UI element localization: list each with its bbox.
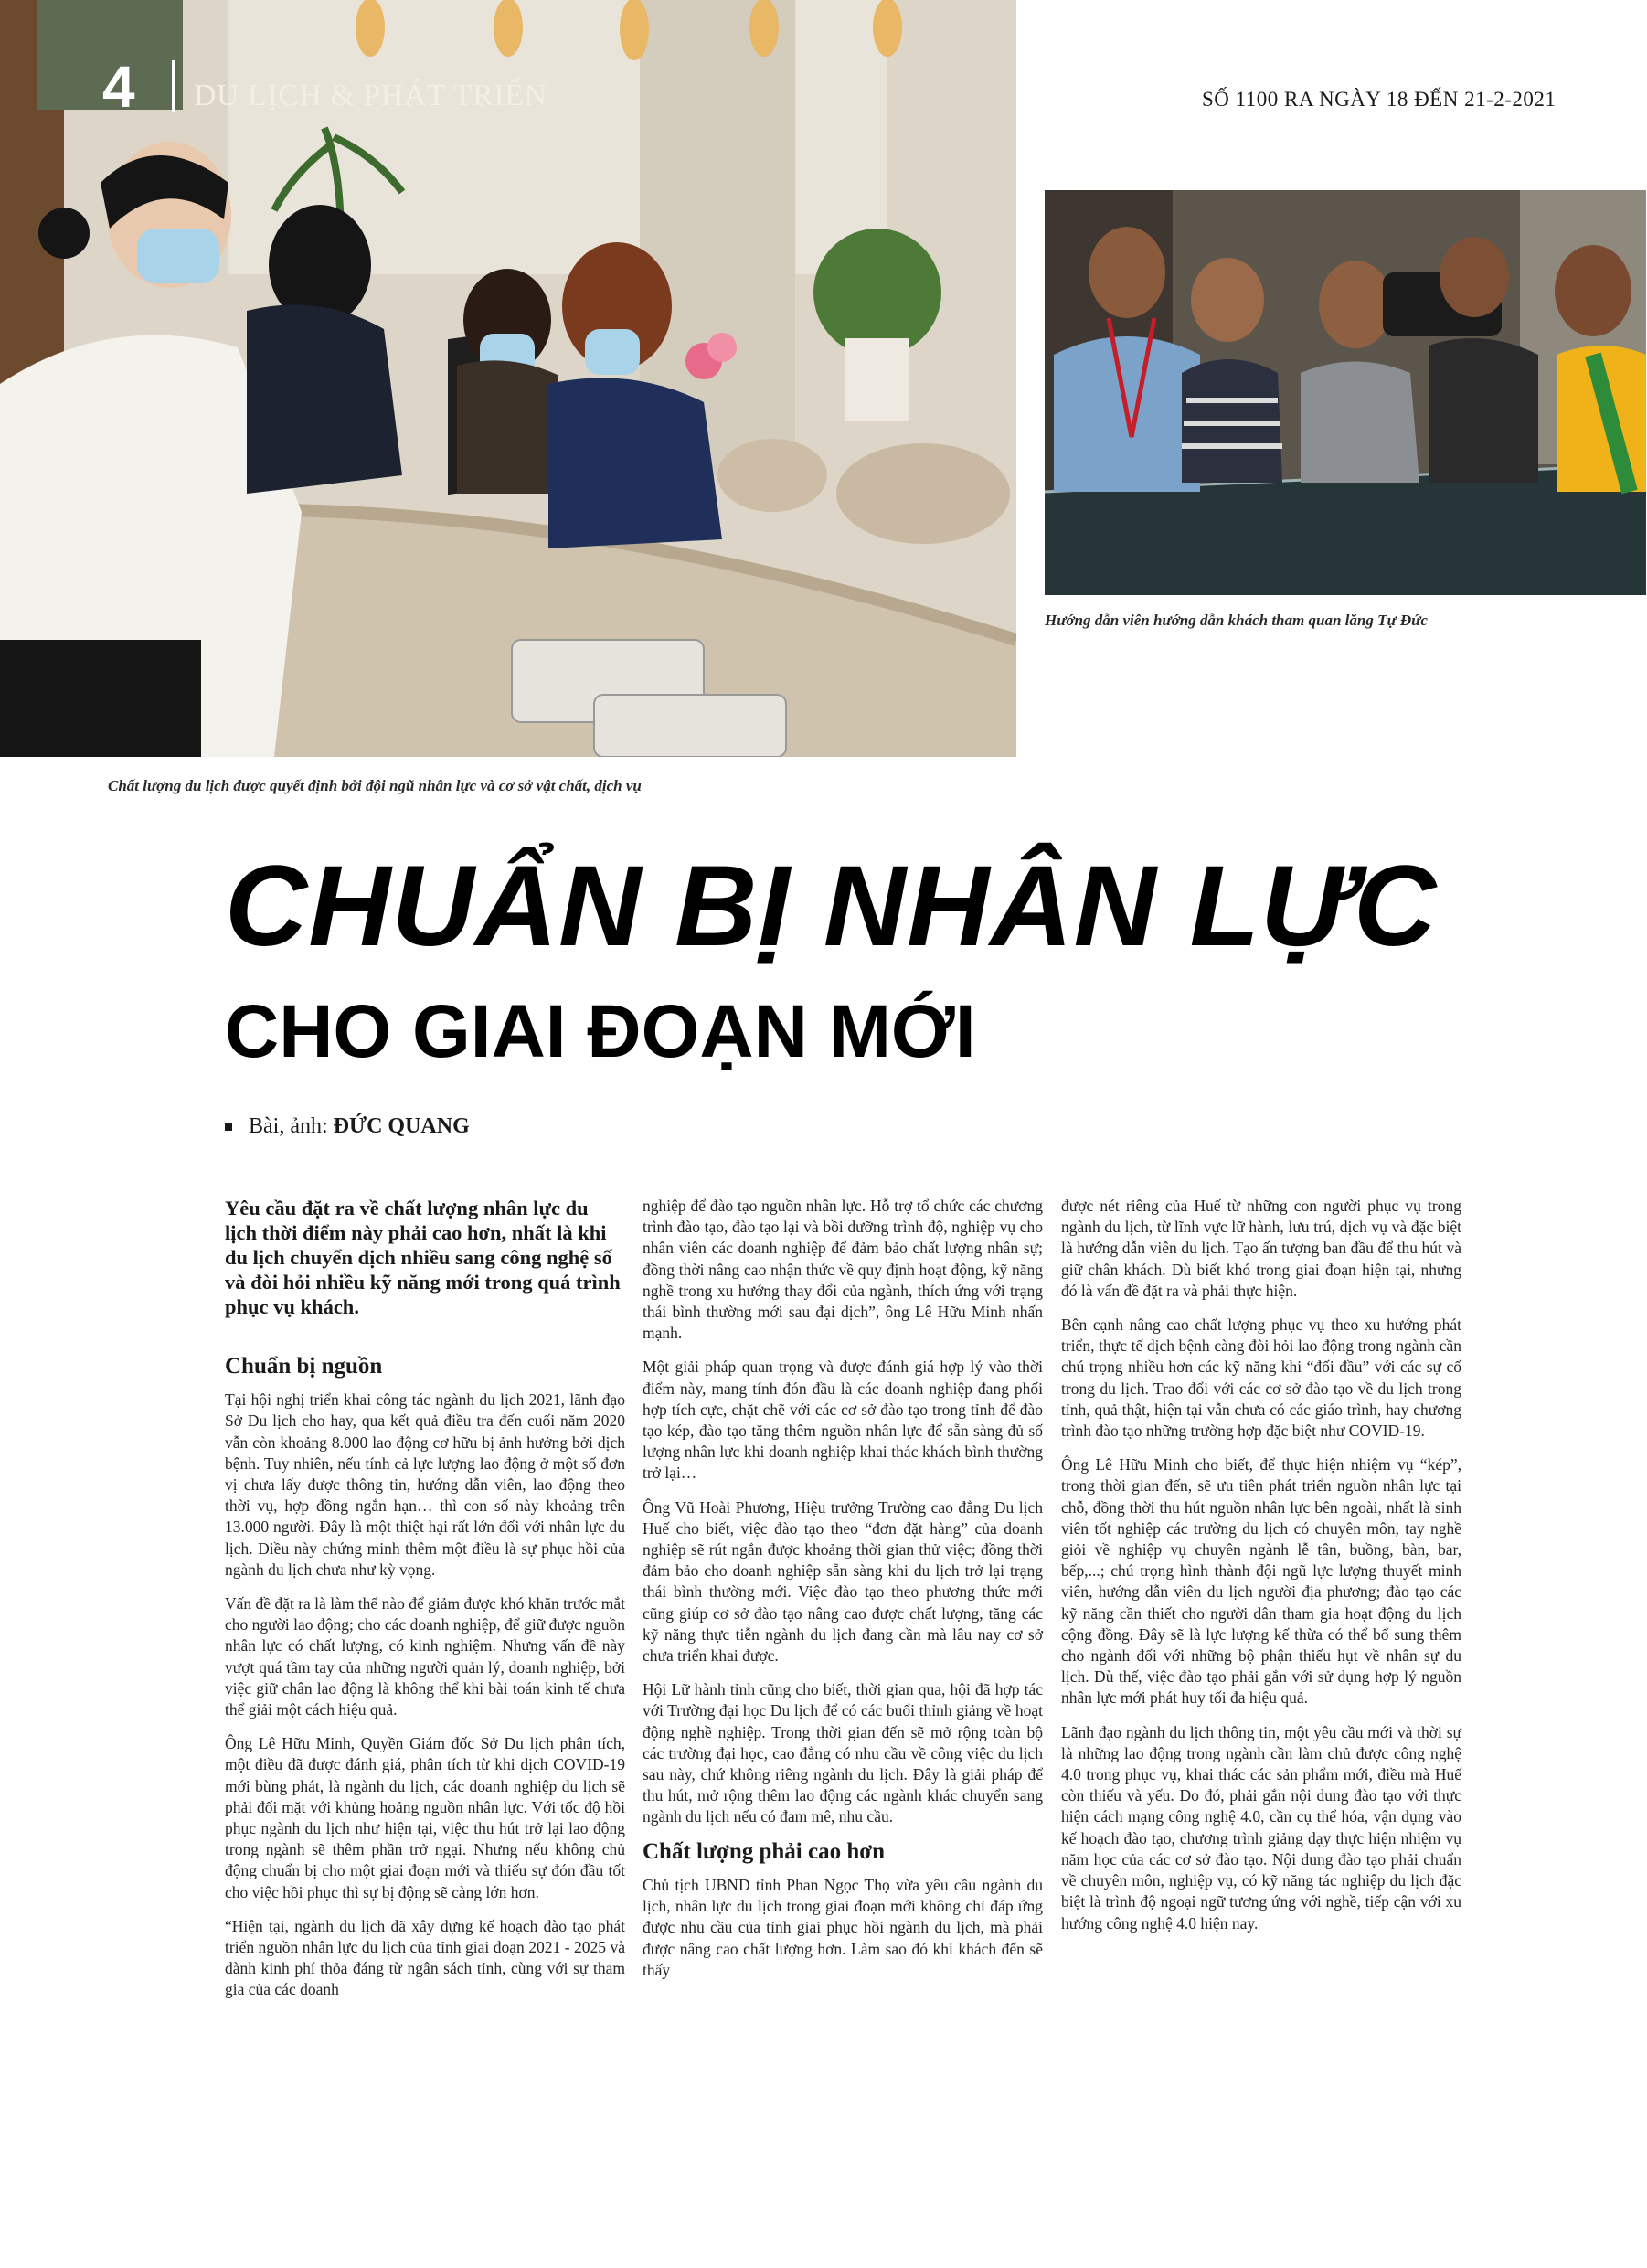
byline-bullet [225,1123,232,1131]
paragraph: Hội Lữ hành tỉnh cũng cho biết, thời gian qua, hội đã hợp tác với Trường đại học Du lịch để có các buổi thỉnh giảng về hoạt động nghề nghiệp. Trong thời gian đến sẽ mở rộng toàn bộ các trường đại học, cao đẳng có nhu cầu về công việc du lịch sau này, chứ không riêng ngành du lịch. Đây là giải pháp để thu hút, mở rộng thêm lao động các ngành khác chuyển sang ngành du lịch nếu có đam mê, nhu cầu. [643,1680,1043,1826]
subhead-chat-luong: Chất lượng phải cao hơn [643,1838,885,1864]
byline-label: Bài, ảnh: [249,1114,328,1138]
article-subtitle: CHO GIAI ĐOẠN MỚI [225,990,976,1073]
paragraph: Ông Lê Hữu Minh, Quyền Giám đốc Sở Du lịch phân tích, một điều đã được đánh giá, phân tích từ khi dịch COVID-19 mới bùng phát, là ngành du lịch, các doanh nghiệp du lịch sẽ phải đối mặt với khủng hoảng nguồn nhân lực. Với tốc độ hồi phục ngành du lịch như hiện tại, việc thu hút trở lại lao động trong ngành sẽ thêm phần trở ngại. Nhưng nếu không chủ động chuẩn bị cho một giai đoạn mới và thiếu sự đón đầu tốt cho việc hồi phục thì sự bị động sẽ càng lớn hơn. [225,1734,625,1901]
paragraph: Vấn đề đặt ra là làm thế nào để giảm được khó khăn trước mắt cho người lao động; cho các doanh nghiệp, để giữ được nguồn nhân lực có chất lượng, có kinh nghiệm. Nhưng vấn đề này vượt quá tầm tay của những người quản lý, doanh nghiệp, bởi việc giữ chân lao động là không thể khi bài toán kinh tế chưa thể giải một cách hiệu quả. [225,1594,625,1720]
paragraph: Ông Vũ Hoài Phương, Hiệu trưởng Trường cao đẳng Du lịch Huế cho biết, việc đào tạo theo “đơn đặt hàng” của doanh nghiệp sẽ rút ngắn được khoảng thời gian thử việc; đồng thời đảm bảo cho doanh nghiệp sẵn sàng khi du lịch trở lại trạng thái bình thường mới. Việc đào tạo theo phương thức mới cũng giúp cơ sở đào tạo nâng cao được chất lượng, tăng các kỹ năng thực tiễn ngành du lịch đang cần mà lâu nay cơ sở chưa triển khai được. [643,1497,1043,1666]
paragraph: Lãnh đạo ngành du lịch thông tin, một yêu cầu mới và thời sự là những lao động trong ngành cần làm chủ được công nghệ 4.0 trong phục vụ, khai thác các sản phẩm mới, điều mà Huế còn thiếu và yếu. Do đó, phải gắn nội dung đào tạo với thực hiện cách mạng công nghệ 4.0, cần cụ thể hóa, vận dụng vào kế hoạch đào tạo, chương trình giảng dạy thực hiện nhiệm vụ năm học của các cơ sở đào tạo. Nội dung đào tạo phải chuẩn về chuyên môn, nghiệp vụ, có kỹ năng tác nghiệp du lịch đặc biệt là trình độ ngoại ngữ tương ứng với nghề, tiếp cận với xu hướng công nghệ 4.0 hiện nay. [1061,1722,1461,1933]
paragraph: Chủ tịch UBND tỉnh Phan Ngọc Thọ vừa yêu cầu ngành du lịch, nhân lực du lịch trong giai đoạn mới không chỉ đáp ứng được nhu cầu của tỉnh giai phục hồi ngành du lịch, mà phải được nâng cao chất lượng hơn. Làm sao đó khi khách đến sẽ thấy [643,1875,1043,1979]
paragraph: Tại hội nghị triển khai công tác ngành du lịch 2021, lãnh đạo Sở Du lịch cho hay, qua kết quả điều tra đến cuối năm 2020 vẫn còn khoảng 8.000 lao động cơ hữu bị ảnh hưởng bởi dịch bệnh. Tuy nhiên, nếu tính cả lực lượng lao động ở một số đơn vị chưa lấy được thông tin, hướng dẫn viên, lao động theo thời vụ, hợp đồng ngắn hạn… thì con số này khoảng trên 13.000 người. Đây là một thiệt hại rất lớn đối với nhân lực du lịch. Điều này chứng minh thêm một điều là sự phục hồi của ngành du lịch chưa như kỳ vọng. [225,1390,625,1579]
side-photo-caption: Hướng dẫn viên hướng dẫn khách tham quan lăng Tự Đức [1045,612,1428,629]
paragraph: Ông Lê Hữu Minh cho biết, để thực hiện nhiệm vụ “kép”, trong thời gian đến, sẽ ưu tiên phát triển nguồn nhân lực tại chỗ, đồng thời thu hút nguồn nhân lực bên ngoài, nhất là sinh viên tốt nghiệp các trường du lịch có chuyên môn, tay nghề giỏi về nghiệp vụ chuyên ngành lễ tân, buồng, bàn, bar, bếp,...; chú trọng hình thành đội ngũ lực lượng thuyết minh viên, hướng dẫn viên du lịch người địa phương; đào tạo các kỹ năng cần thiết cho người dân tham gia hoạt động du lịch cộng đồng. Đây sẽ là lực lượng kế thừa có thể bổ sung thêm cho ngành đối với những bộ phận thiếu hụt về nhân sự du lịch. Dù thế, việc đào tạo phải gắn với sử dụng hợp lý nguồn nhân lực mới phát huy tối đa hiệu quả. [1061,1455,1461,1708]
reception-scene-illustration [0,0,1016,757]
article-title: CHUẨN BỊ NHÂN LỰC [225,843,1438,970]
section-label: DU LỊCH & PHÁT TRIỂN [194,79,547,112]
page-number-divider [172,60,175,112]
subhead-chuan-bi-nguon: Chuẩn bị nguồn [225,1354,383,1379]
paragraph: nghiệp để đào tạo nguồn nhân lực. Hỗ trợ tổ chức các chương trình đào tạo, đào tạo lại và bồi dưỡng trình độ, nghiệp vụ cho nhân viên các doanh nghiệp để đảm bảo chất lượng nhân sự; đồng thời nâng cao nhận thức về quy định hoạt động, kỹ năng nghề trong xu hướng thay đổi của ngành, thích ứng với trạng thái bình thường mới sau đại dịch”, ông Lê Hữu Minh nhấn mạnh. [643,1197,1043,1343]
paragraph: Một giải pháp quan trọng và được đánh giá hợp lý vào thời điểm này, mang tính đón đầu là các doanh nghiệp đang phối hợp tích cực, chặt chẽ với các cơ sở đào tạo trong tỉnh để đào tạo kép, đào tạo tăng thêm nguồn nhân lực để sẵn sàng đủ số lượng nhân lực khi doanh nghiệp khai thác khách bình thường trở lại… [643,1358,1043,1483]
paragraph: được nét riêng của Huế từ những con người phục vụ trong ngành du lịch, từ lĩnh vực lữ hành, lưu trú, dịch vụ và đặc biệt là hướng dẫn viên du lịch. Tạo ấn tượng ban đầu để thu hút và giữ chân khách. Dù biết khó trong giai đoạn hiện tại, nhưng đó là vấn đề đặt ra và phải thực hiện. [1061,1197,1461,1300]
byline-author: ĐỨC QUANG [333,1114,470,1138]
column-1 [225,1196,625,2014]
lead-paragraph: Yêu cầu đặt ra về chất lượng nhân lực du lịch thời điểm này phải cao hơn, nhất là khi du lịch chuyển dịch nhiều sang công nghệ số và đòi hỏi nhiều kỹ năng mới trong quá trình phục vụ khách. [225,1197,621,1318]
main-photo [0,0,1016,757]
side-photo [1045,190,1646,595]
column-3 [1061,1196,1461,1947]
column-2 [643,1196,1043,1994]
byline [225,1114,470,1139]
main-photo-caption: Chất lượng du lịch được quyết định bởi đội ngũ nhân lực và cơ sở vật chất, dịch vụ [108,777,642,794]
tour-guide-scene-illustration [1045,190,1646,595]
page-number: 4 [102,54,135,120]
paragraph: Bên cạnh nâng cao chất lượng phục vụ theo xu hướng phát triển, thực tế dịch bệnh càng đòi hỏi lao động trong ngành cần chú trọng nhiều hơn các kỹ năng khi “đối đầu” với các sự cố trong du lịch. Trao đổi với các cơ sở đào tạo về du lịch trong tỉnh, quả thật, hiện tại vẫn chưa có các giáo trình, hay chương trình đào tạo những trường hợp đặc biệt như COVID-19. [1061,1315,1461,1441]
paragraph: “Hiện tại, ngành du lịch đã xây dựng kế hoạch đào tạo phát triển nguồn nhân lực du lịch của tỉnh giai đoạn 2021 - 2025 và dành kinh phí thỏa đáng từ ngân sách tỉnh, cùng với sự tham gia của các doanh [225,1916,625,1999]
issue-info: SỐ 1100 RA NGÀY 18 ĐẾN 21-2-2021 [1202,88,1557,111]
